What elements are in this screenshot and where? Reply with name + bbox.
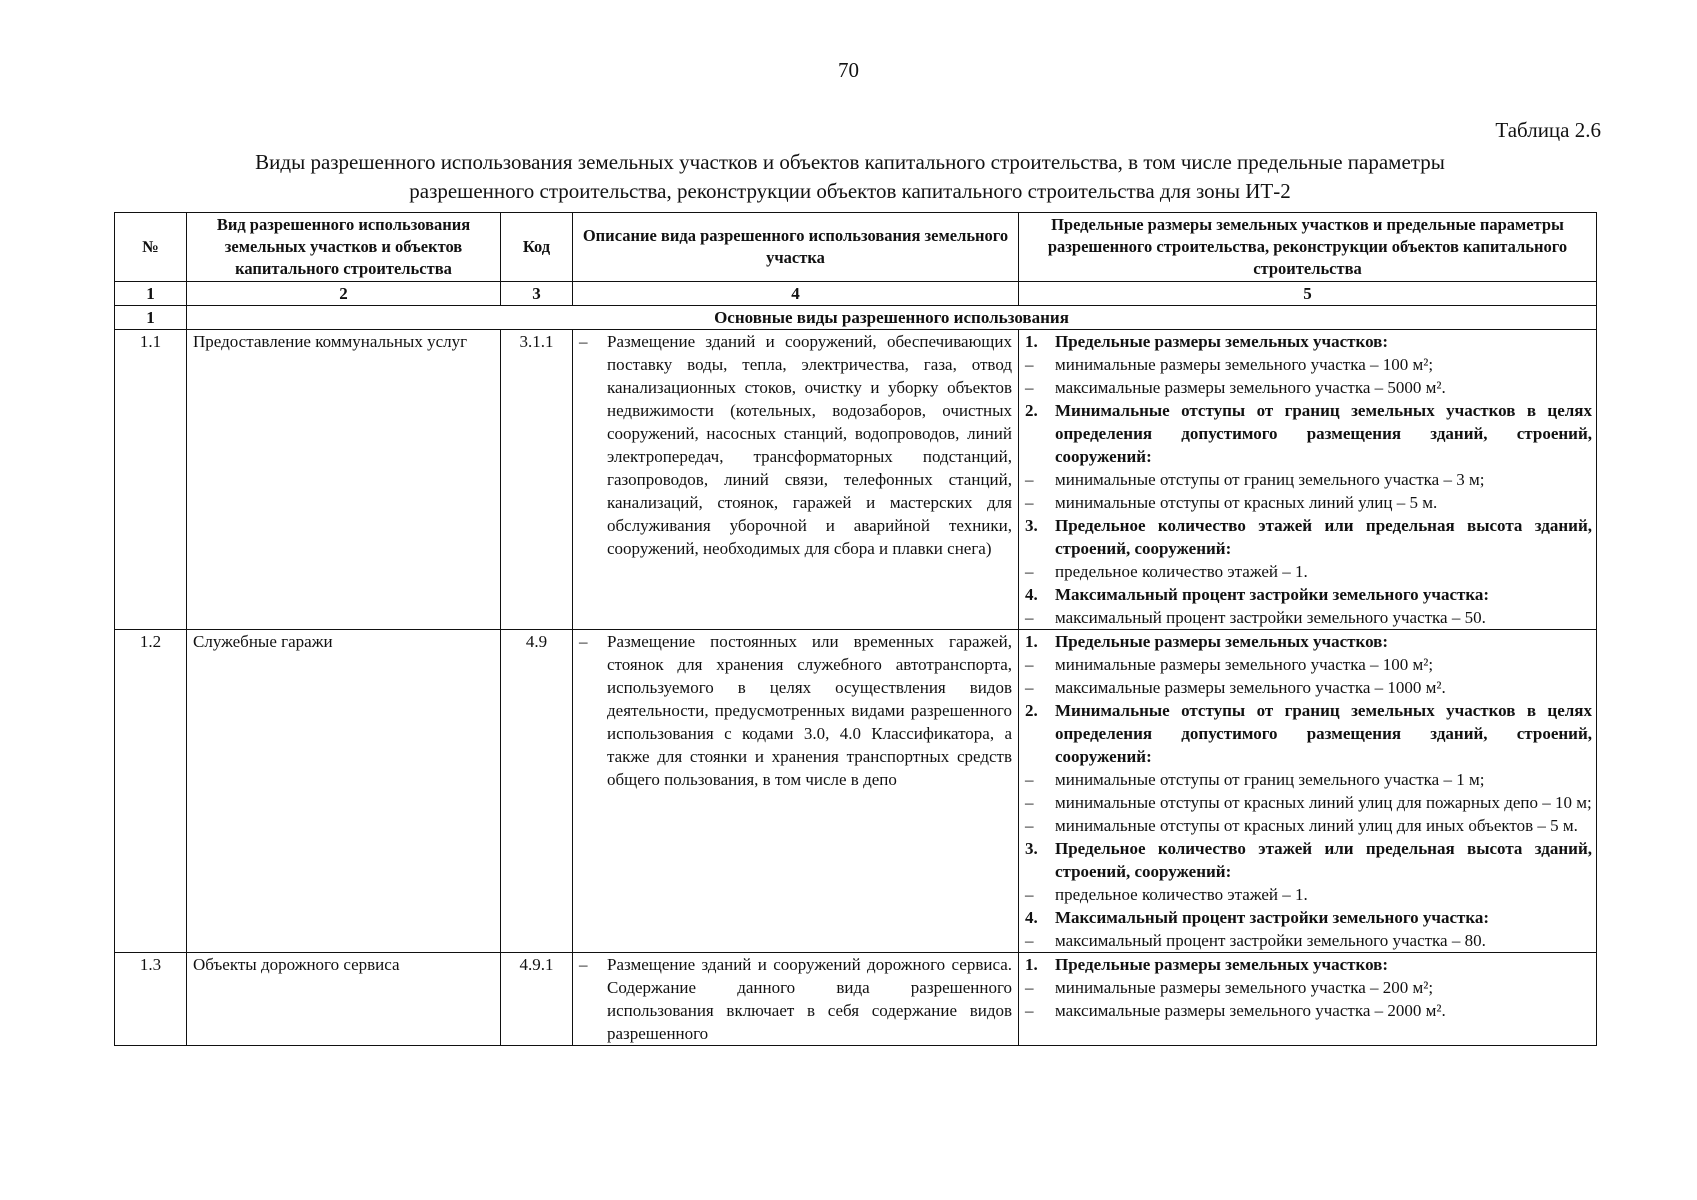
- column-number-row: [115, 282, 1597, 306]
- parameter-value: минимальные отступы от границ земельного участка – 1 м;: [1055, 770, 1485, 789]
- parameters-list: [1019, 330, 1596, 629]
- caption-line-2: разрешенного строительства, реконструкции объектов капитального строительства для зоны ИТ-2: [409, 179, 1291, 203]
- parameter-item: [1025, 768, 1592, 791]
- header-num: №: [115, 213, 187, 282]
- parameter-value: максимальный процент застройки земельного участка – 80.: [1055, 931, 1486, 950]
- parameter-heading: [1025, 953, 1592, 976]
- parameter-value: максимальные размеры земельного участка – 5000 м².: [1055, 378, 1446, 397]
- parameter-heading: [1025, 583, 1592, 606]
- parameter-title: Предельное количество этажей или предельная высота зданий, строений, сооружений:: [1055, 839, 1592, 881]
- parameter-value: минимальные отступы от границ земельного участка – 3 м;: [1055, 470, 1485, 489]
- parameter-heading: [1025, 699, 1592, 768]
- parameter-item: [1025, 353, 1592, 376]
- table-row: [115, 330, 1597, 630]
- parameter-value: максимальные размеры земельного участка – 1000 м².: [1055, 678, 1446, 697]
- dash-marker: –: [1025, 978, 1034, 997]
- parameter-heading: [1025, 630, 1592, 653]
- parameter-heading: [1025, 514, 1592, 560]
- dash-marker: –: [1025, 608, 1034, 627]
- parameter-value: минимальные отступы от красных линий улиц для пожарных депо – 10 м;: [1055, 793, 1592, 812]
- parameter-value: минимальные размеры земельного участка – 100 м²;: [1055, 355, 1434, 374]
- table-label: Таблица 2.6: [1495, 118, 1601, 142]
- description-list: [573, 953, 1018, 1045]
- parameters-cell: [1019, 953, 1597, 1046]
- parameter-value: минимальные отступы от красных линий улиц – 5 м.: [1055, 493, 1438, 512]
- col-number: 4: [573, 282, 1019, 306]
- use-code: 4.9.1: [501, 953, 573, 1046]
- parameter-title: Предельные размеры земельных участков:: [1055, 332, 1389, 351]
- parameter-title: Предельное количество этажей или предельная высота зданий, строений, сооружений:: [1055, 516, 1592, 558]
- parameter-number: 2.: [1025, 701, 1038, 720]
- header-code: Код: [501, 213, 573, 282]
- col-number: 5: [1019, 282, 1597, 306]
- parameter-value: минимальные отступы от красных линий улиц для иных объектов – 5 м.: [1055, 816, 1578, 835]
- header-params: Предельные размеры земельных участков и предельные параметры разрешенного строительства, реконструкции объектов капитального строительства: [1019, 213, 1597, 282]
- parameter-item: [1025, 376, 1592, 399]
- description-list: [573, 630, 1018, 791]
- parameter-item: [1025, 676, 1592, 699]
- parameter-title: Минимальные отступы от границ земельных участков в целях определения допустимого размещения зданий, строений, сооружений:: [1055, 401, 1592, 466]
- parameter-item: [1025, 883, 1592, 906]
- parameters-list: [1019, 953, 1596, 1022]
- dash-marker: –: [1025, 793, 1034, 812]
- parameter-number: 2.: [1025, 401, 1038, 420]
- dash-marker: –: [1025, 770, 1034, 789]
- description-item: – Размещение зданий и сооружений, обеспечивающих поставку воды, тепла, электричества, газа, отвод канализационных стоков, очистку и уборку объектов недвижимости (котельных, водозаборов, очистных сооружений, насосных станций, водопроводов, линий электропередач, трансформаторных подстанций, газопроводов, линий связи, телефонных станций, канализаций, стоянок, гаражей и мастерских для обслуживания уборочной и аварийной техники, сооружений, необходимых для сбора и плавки снега): [573, 330, 1018, 560]
- dash-marker: –: [1025, 355, 1034, 374]
- parameter-value: предельное количество этажей – 1.: [1055, 562, 1308, 581]
- dash-marker: –: [1025, 931, 1034, 950]
- parameter-value: минимальные размеры земельного участка – 200 м²;: [1055, 978, 1434, 997]
- use-code: 3.1.1: [501, 330, 573, 630]
- row-number: 1.2: [115, 630, 187, 953]
- row-number: 1.1: [115, 330, 187, 630]
- parameter-title: Предельные размеры земельных участков:: [1055, 955, 1389, 974]
- col-number: 1: [115, 282, 187, 306]
- use-description: [573, 630, 1019, 953]
- parameter-number: 4.: [1025, 585, 1038, 604]
- parameter-item: [1025, 468, 1592, 491]
- parameter-item: [1025, 606, 1592, 629]
- table-row: [115, 630, 1597, 953]
- parameter-item: [1025, 999, 1592, 1022]
- dash-marker: –: [1025, 493, 1034, 512]
- parameter-item: [1025, 976, 1592, 999]
- parameter-value: минимальные размеры земельного участка – 100 м²;: [1055, 655, 1434, 674]
- dash-marker: –: [1025, 885, 1034, 904]
- parameter-title: Предельные размеры земельных участков:: [1055, 632, 1389, 651]
- dash-marker: –: [1025, 562, 1034, 581]
- parameters-list: [1019, 630, 1596, 952]
- parameter-item: [1025, 653, 1592, 676]
- dash-marker: –: [1025, 470, 1034, 489]
- parameter-title: Минимальные отступы от границ земельных участков в целях определения допустимого размещения зданий, строений, сооружений:: [1055, 701, 1592, 766]
- use-code: 4.9: [501, 630, 573, 953]
- page-number: 70: [838, 58, 859, 82]
- parameter-number: 3.: [1025, 839, 1038, 858]
- dash-marker: –: [1025, 1001, 1034, 1020]
- use-type-name: Предоставление коммунальных услуг: [187, 330, 501, 630]
- header-description: Описание вида разрешенного использования земельного участка: [573, 213, 1019, 282]
- section-title: Основные виды разрешенного использования: [187, 306, 1597, 330]
- header-row: [115, 213, 1597, 282]
- parameter-value: предельное количество этажей – 1.: [1055, 885, 1308, 904]
- parameters-cell: [1019, 330, 1597, 630]
- section-row: [115, 306, 1597, 330]
- parameter-heading: [1025, 906, 1592, 929]
- parameter-item: [1025, 491, 1592, 514]
- parameter-value: максимальные размеры земельного участка – 2000 м².: [1055, 1001, 1446, 1020]
- header-use-type: Вид разрешенного использования земельных участков и объектов капитального строительства: [187, 213, 501, 282]
- parameter-title: Максимальный процент застройки земельного участка:: [1055, 585, 1490, 604]
- parameters-cell: [1019, 630, 1597, 953]
- parameter-heading: [1025, 399, 1592, 468]
- col-number: 2: [187, 282, 501, 306]
- use-description: [573, 330, 1019, 630]
- dash-marker: –: [1025, 655, 1034, 674]
- caption-line-1: Виды разрешенного использования земельных участков и объектов капитального строительства, в том числе предельные параметры: [255, 150, 1445, 174]
- use-type-name: Служебные гаражи: [187, 630, 501, 953]
- parameter-item: [1025, 814, 1592, 837]
- parameter-title: Максимальный процент застройки земельного участка:: [1055, 908, 1490, 927]
- dash-marker: –: [1025, 378, 1034, 397]
- parameter-number: 1.: [1025, 955, 1038, 974]
- parameter-value: максимальный процент застройки земельного участка – 50.: [1055, 608, 1486, 627]
- parameter-number: 4.: [1025, 908, 1038, 927]
- parameter-item: [1025, 560, 1592, 583]
- use-description: [573, 953, 1019, 1046]
- description-list: [573, 330, 1018, 560]
- dash-marker: –: [1025, 816, 1034, 835]
- parameter-number: 3.: [1025, 516, 1038, 535]
- parameter-item: [1025, 929, 1592, 952]
- parameter-item: [1025, 791, 1592, 814]
- dash-marker: –: [1025, 678, 1034, 697]
- row-number: 1.3: [115, 953, 187, 1046]
- col-number: 3: [501, 282, 573, 306]
- table-row: [115, 953, 1597, 1046]
- parameter-number: 1.: [1025, 332, 1038, 351]
- section-num: 1: [115, 306, 187, 330]
- parameter-heading: [1025, 330, 1592, 353]
- description-item: – Размещение зданий и сооружений дорожного сервиса. Содержание данного вида разрешенного использования включает в себя содержание видов разрешенного: [573, 953, 1018, 1045]
- parameter-number: 1.: [1025, 632, 1038, 651]
- land-use-table: [114, 212, 1597, 1046]
- table-caption: [110, 148, 1590, 206]
- parameter-heading: [1025, 837, 1592, 883]
- description-item: – Размещение постоянных или временных гаражей, стоянок для хранения служебного автотранспорта, используемого в целях осуществления видов деятельности, предусмотренных видами разрешенного использования с кодами 3.0, 4.0 Классификатора, а также для стоянки и хранения транспортных средств общего пользования, в том числе в депо: [573, 630, 1018, 791]
- use-type-name: Объекты дорожного сервиса: [187, 953, 501, 1046]
